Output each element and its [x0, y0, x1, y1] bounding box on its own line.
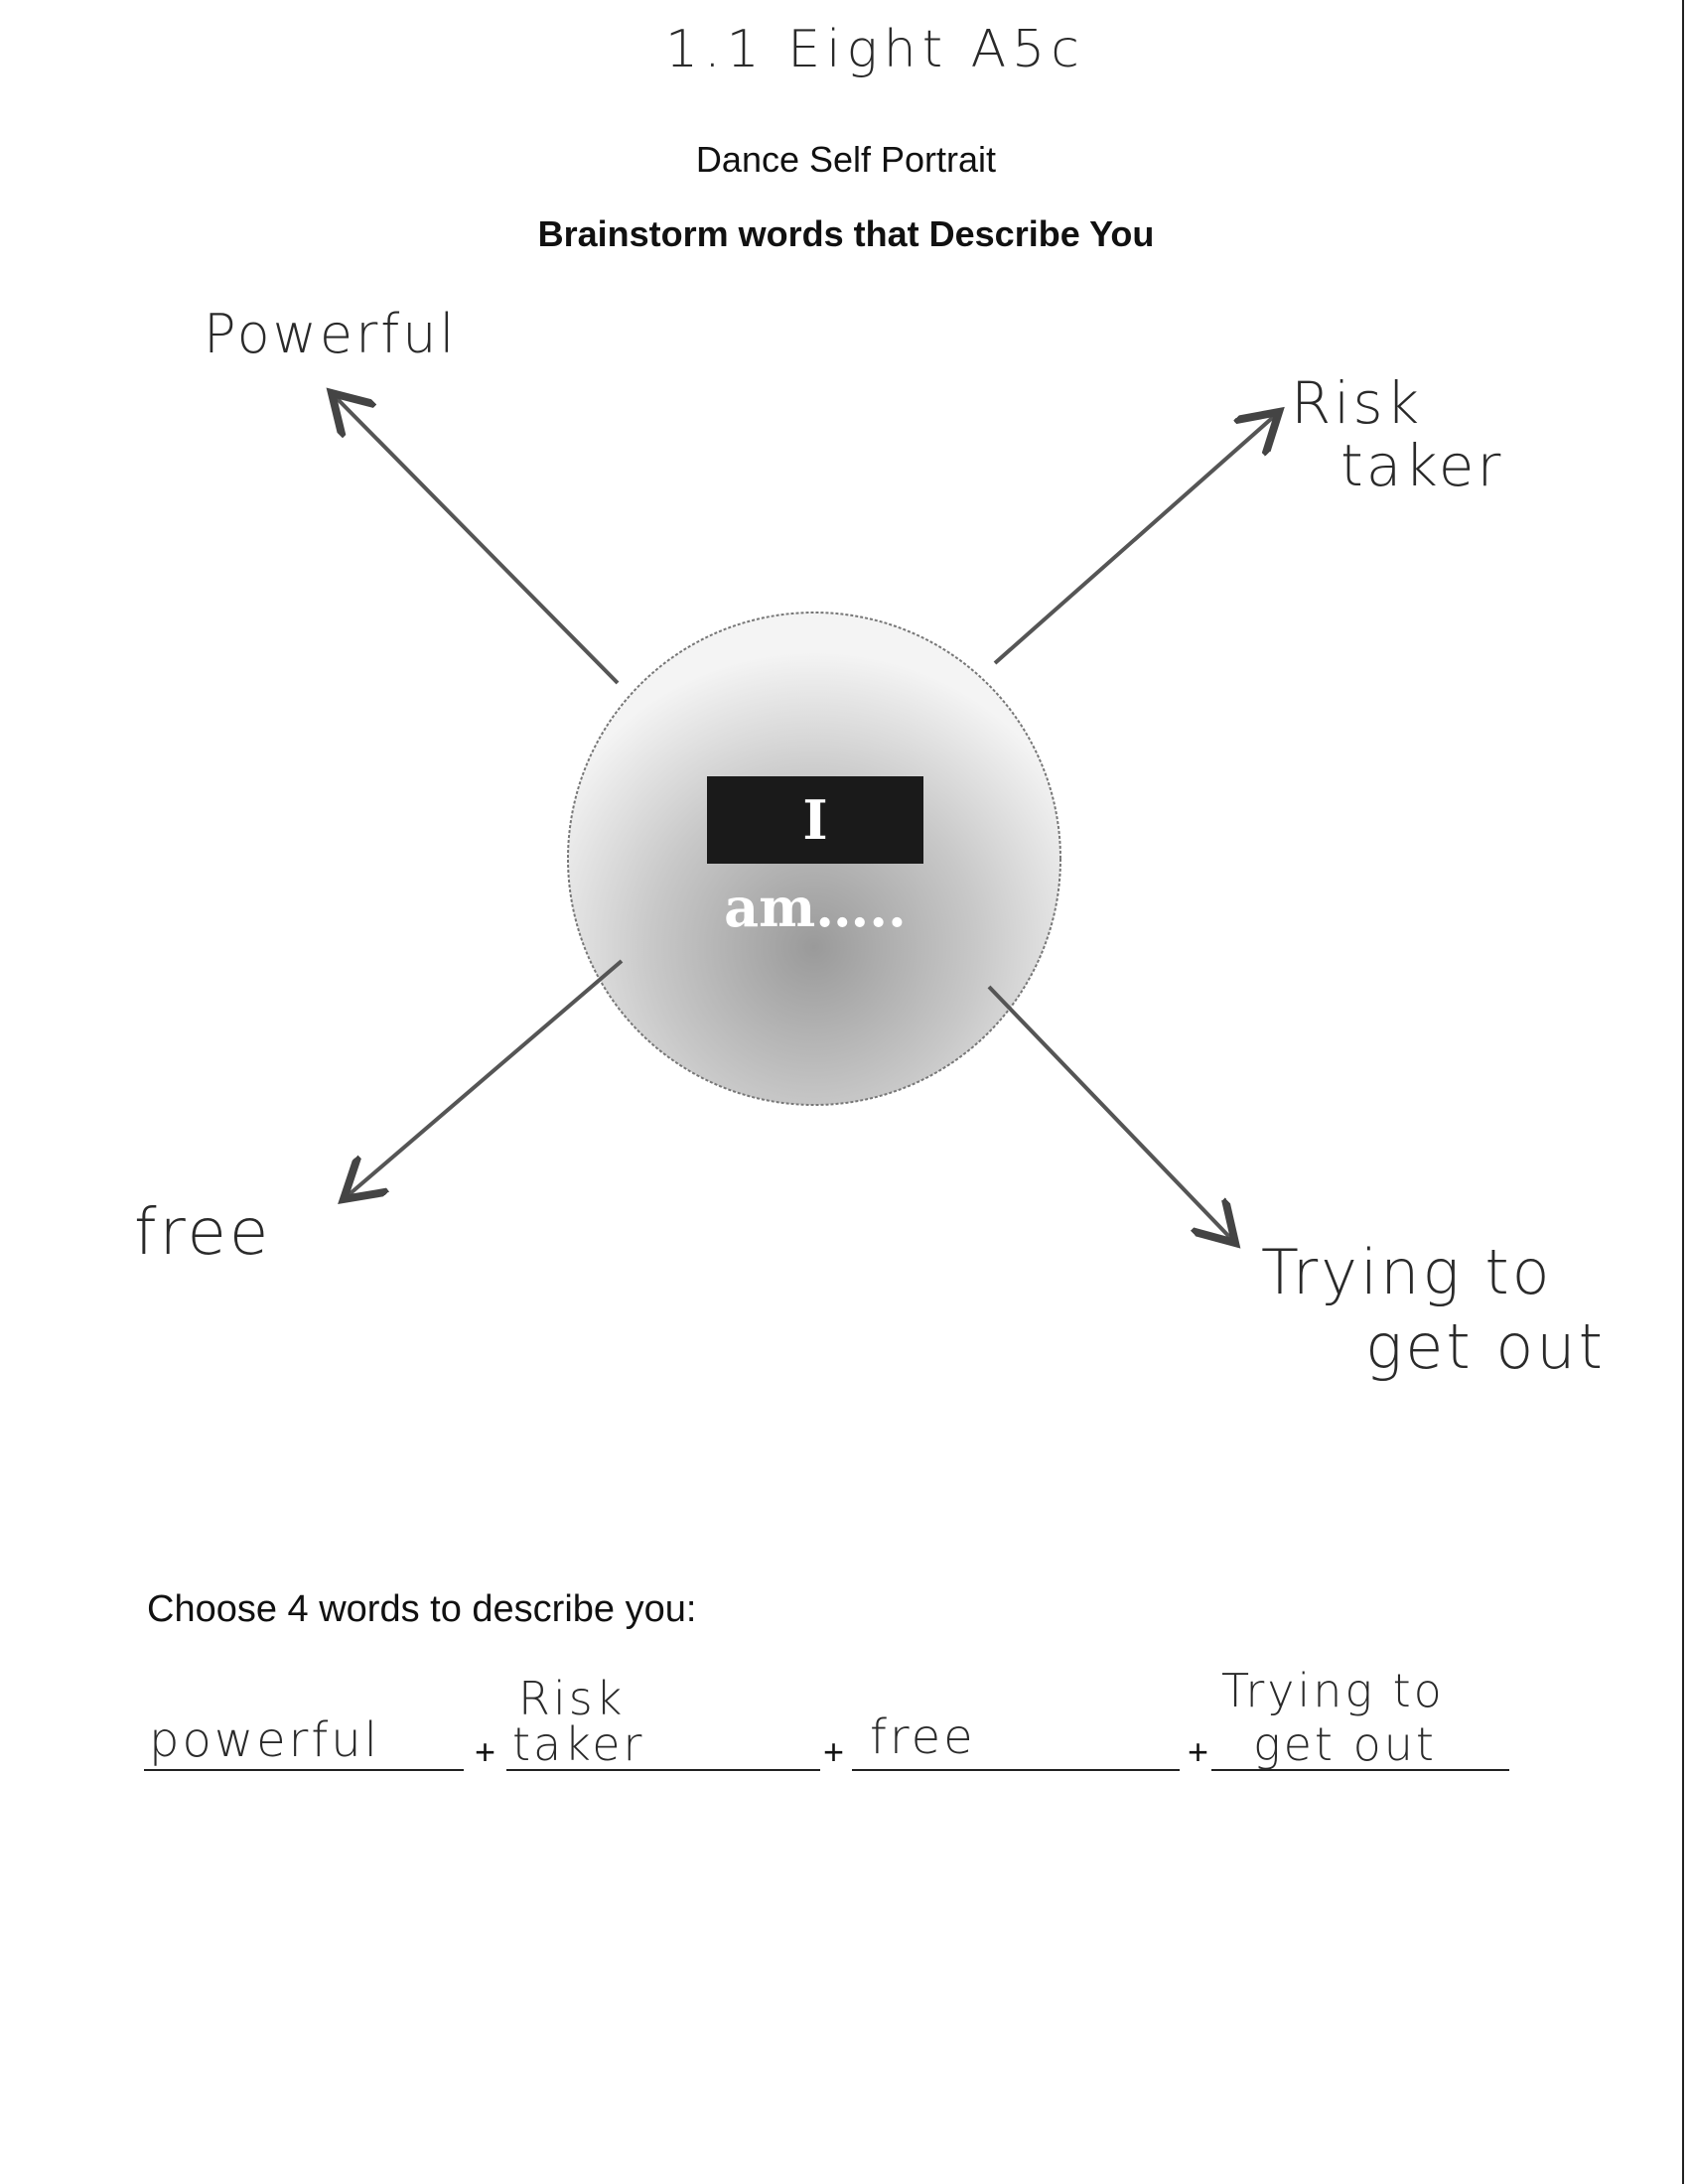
answer-3: free: [870, 1709, 976, 1765]
word-lower-left: free: [134, 1196, 272, 1270]
answer-blank-1: [144, 1769, 464, 1771]
choose-prompt: Choose 4 words to describe you:: [147, 1588, 697, 1630]
word-upper-left: Powerful: [204, 303, 458, 365]
plus-sign-2: +: [823, 1731, 845, 1772]
plus-sign-3: +: [1188, 1731, 1209, 1772]
answer-1: powerful: [149, 1712, 381, 1768]
answer-4-line1: Trying to: [1221, 1664, 1445, 1717]
page-title: Dance Self Portrait: [695, 139, 997, 180]
arrow-upper-right: [995, 412, 1279, 663]
word-upper-right-line1: Risk: [1291, 369, 1423, 437]
page-subtitle: Brainstorm words that Describe You: [537, 213, 1155, 254]
arrow-lower-left: [344, 961, 622, 1199]
word-lower-right-line2: get out: [1365, 1310, 1606, 1383]
plus-sign-1: +: [475, 1731, 496, 1772]
word-lower-right-line1: Trying to: [1261, 1236, 1553, 1308]
answer-2-line2: taker: [512, 1717, 645, 1771]
answer-blank-3: [852, 1769, 1180, 1771]
answer-2-line1: Risk: [518, 1672, 626, 1725]
arrow-upper-left: [332, 393, 618, 683]
arrow-lower-right: [989, 987, 1235, 1243]
center-label: I am…..: [707, 776, 923, 864]
answer-4-line2: get out: [1253, 1717, 1437, 1771]
word-upper-right-line2: taker: [1340, 432, 1504, 499]
handwritten-header-code: 1.1 Eight A5c: [665, 20, 1085, 79]
